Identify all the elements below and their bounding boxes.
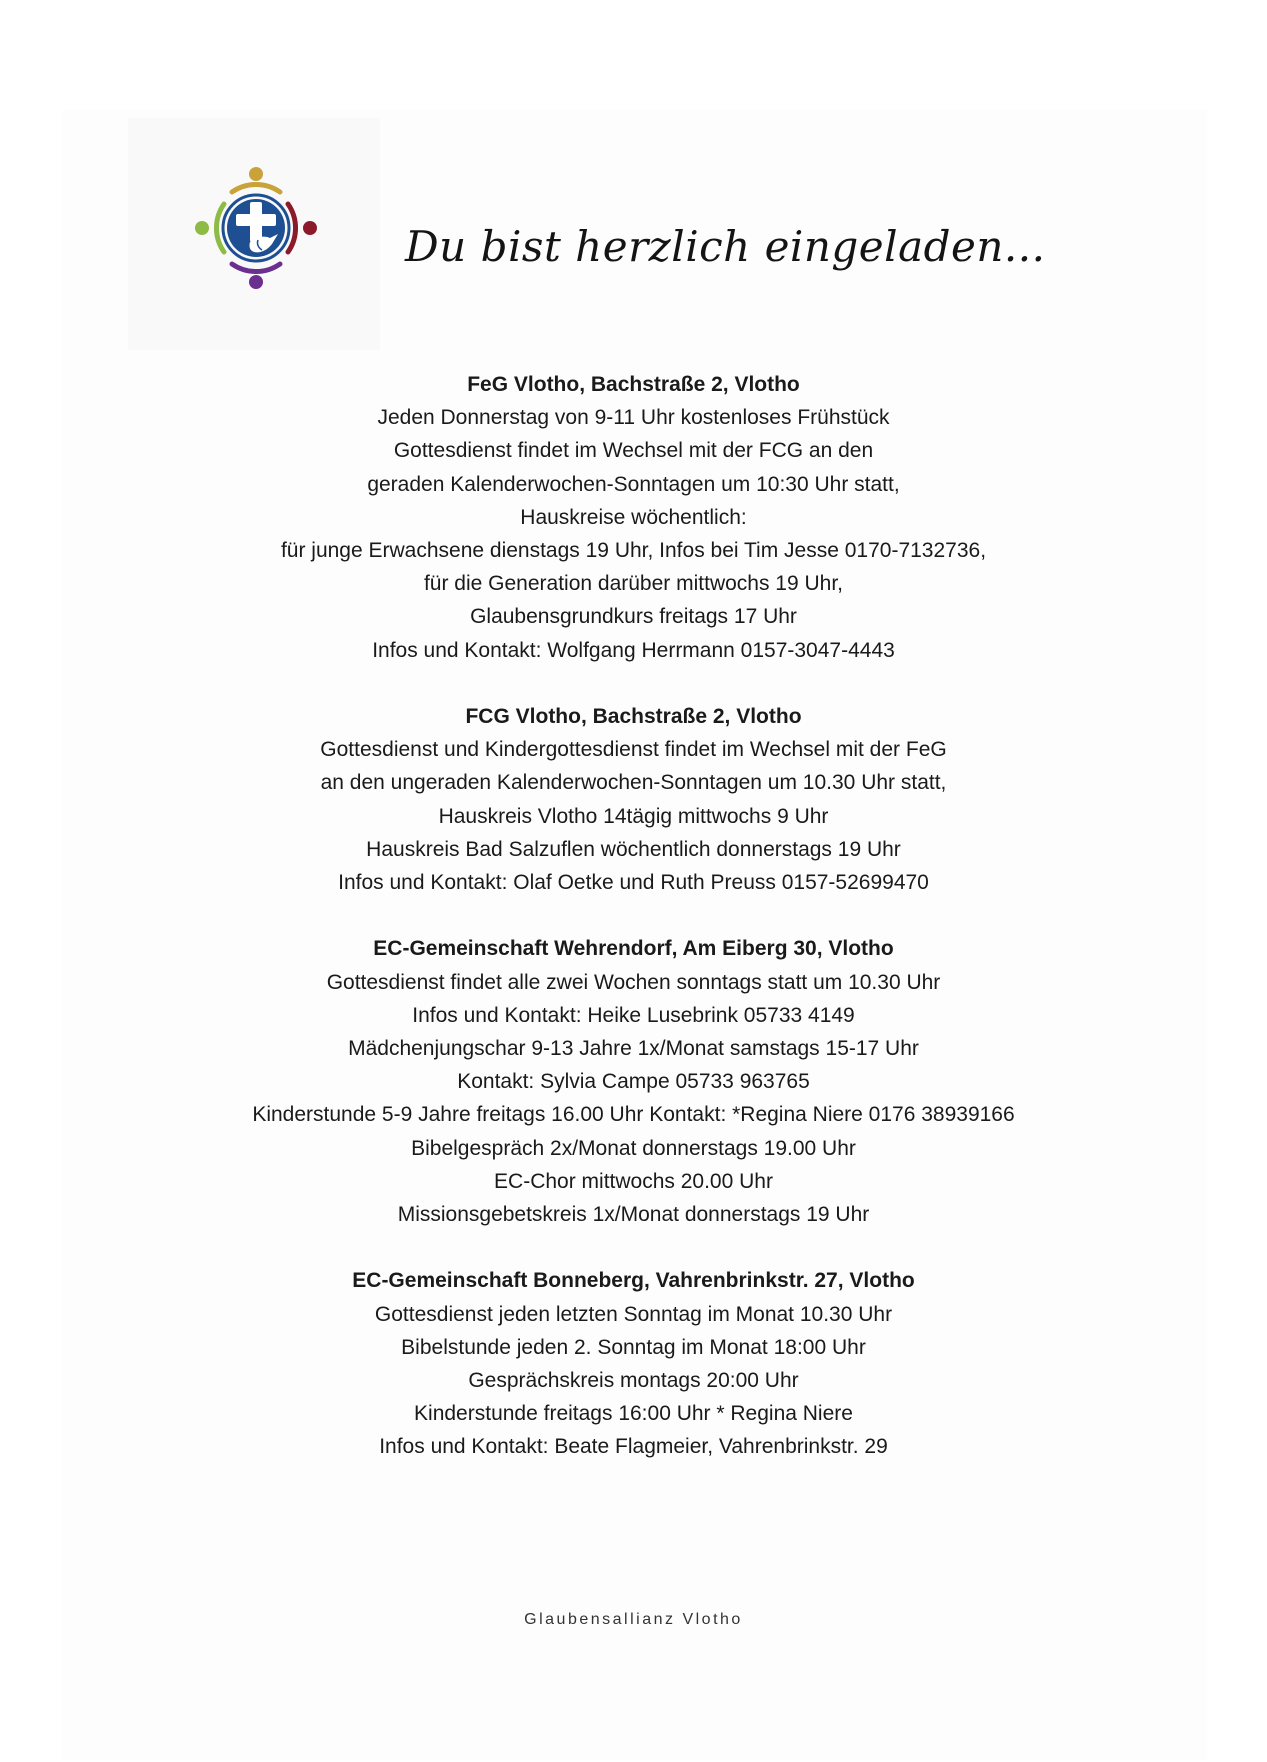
- section-line: Glaubensgrundkurs freitags 17 Uhr: [470, 605, 797, 629]
- section-line: Bibelgespräch 2x/Monat donnerstags 19.00 Uhr: [411, 1136, 856, 1160]
- footer-text: Glaubensallianz Vlotho: [524, 1611, 743, 1628]
- section-ec-bonneberg: [0, 1264, 1267, 1463]
- section-line: Infos und Kontakt: Heike Lusebrink 05733 4149: [412, 1003, 855, 1027]
- logo-cross-horizontal: [236, 214, 276, 226]
- page-title: Du bist herzlich eingeladen...: [405, 222, 1046, 271]
- section-line: Hauskreise wöchentlich:: [520, 505, 747, 529]
- section-title: FeG Vlotho, Bachstraße 2, Vlotho: [467, 373, 800, 396]
- section-line: EC-Chor mittwochs 20.00 Uhr: [494, 1169, 773, 1193]
- logo-arc-bottom: [232, 264, 280, 272]
- section-line: Hauskreis Vlotho 14tägig mittwochs 9 Uhr: [438, 804, 829, 828]
- section-line: für die Generation darüber mittwochs 19 Uhr,: [423, 572, 844, 596]
- section-line: Gottesdienst findet im Wechsel mit der FCG an den: [393, 439, 874, 463]
- alliance-cross-dove-logo-icon: [192, 164, 320, 292]
- logo-arc-top: [232, 184, 280, 192]
- section-line: an den ungeraden Kalenderwochen-Sonntagen um 10.30 Uhr statt,: [320, 771, 947, 795]
- section-line: Infos und Kontakt: Wolfgang Herrmann 0157-3047-4443: [372, 638, 895, 662]
- section-line: Gottesdienst und Kindergottesdienst findet im Wechsel mit der FeG: [320, 738, 947, 762]
- section-line: für junge Erwachsene dienstags 19 Uhr, Infos bei Tim Jesse 0170-7132736,: [280, 539, 987, 563]
- section-line: Gesprächskreis montags 20:00 Uhr: [468, 1369, 799, 1393]
- section-line: Jeden Donnerstag von 9-11 Uhr kostenloses Frühstück: [377, 406, 890, 430]
- section-line: Infos und Kontakt: Olaf Oetke und Ruth Preuss 0157-52699470: [338, 871, 929, 895]
- section-line: Hauskreis Bad Salzuflen wöchentlich donnerstags 19 Uhr: [366, 837, 901, 861]
- section-feg: [0, 368, 1267, 667]
- section-line: Kontakt: Sylvia Campe 05733 963765: [457, 1070, 810, 1094]
- logo-dot-right: [303, 221, 317, 235]
- section-line: Missionsgebetskreis 1x/Monat donnerstags 19 Uhr: [397, 1203, 870, 1227]
- section-title: EC-Gemeinschaft Wehrendorf, Am Eiberg 30, Vlotho: [373, 937, 894, 961]
- section-title: EC-Gemeinschaft Bonneberg, Vahrenbrinkstr. 27, Vlotho: [352, 1269, 915, 1293]
- section-line: geraden Kalenderwochen-Sonntagen um 10:30 Uhr statt,: [367, 472, 900, 496]
- events-list: [0, 368, 1267, 1497]
- logo-dot-top: [249, 167, 263, 181]
- section-line: Kinderstunde 5-9 Jahre freitags 16.00 Uhr Kontakt: *Regina Niere 0176 38939166: [252, 1103, 1015, 1127]
- section-fcg: [0, 700, 1267, 899]
- section-line: Gottesdienst findet alle zwei Wochen sonntags statt um 10.30 Uhr: [326, 970, 941, 994]
- section-ec-wehrendorf: [0, 932, 1267, 1231]
- logo-dot-left: [195, 221, 209, 235]
- section-line: Infos und Kontakt: Beate Flagmeier, Vahrenbrinkstr. 29: [379, 1435, 888, 1459]
- section-line: Gottesdienst jeden letzten Sonntag im Monat 10.30 Uhr: [374, 1302, 893, 1326]
- section-line: Bibelstunde jeden 2. Sonntag im Monat 18:00 Uhr: [401, 1335, 866, 1359]
- section-title: FCG Vlotho, Bachstraße 2, Vlotho: [465, 705, 802, 729]
- section-line: Mädchenjungschar 9-13 Jahre 1x/Monat samstags 15-17 Uhr: [348, 1037, 919, 1061]
- logo-dot-bottom: [249, 275, 263, 289]
- section-line: Kinderstunde freitags 16:00 Uhr * Regina Niere: [414, 1402, 853, 1426]
